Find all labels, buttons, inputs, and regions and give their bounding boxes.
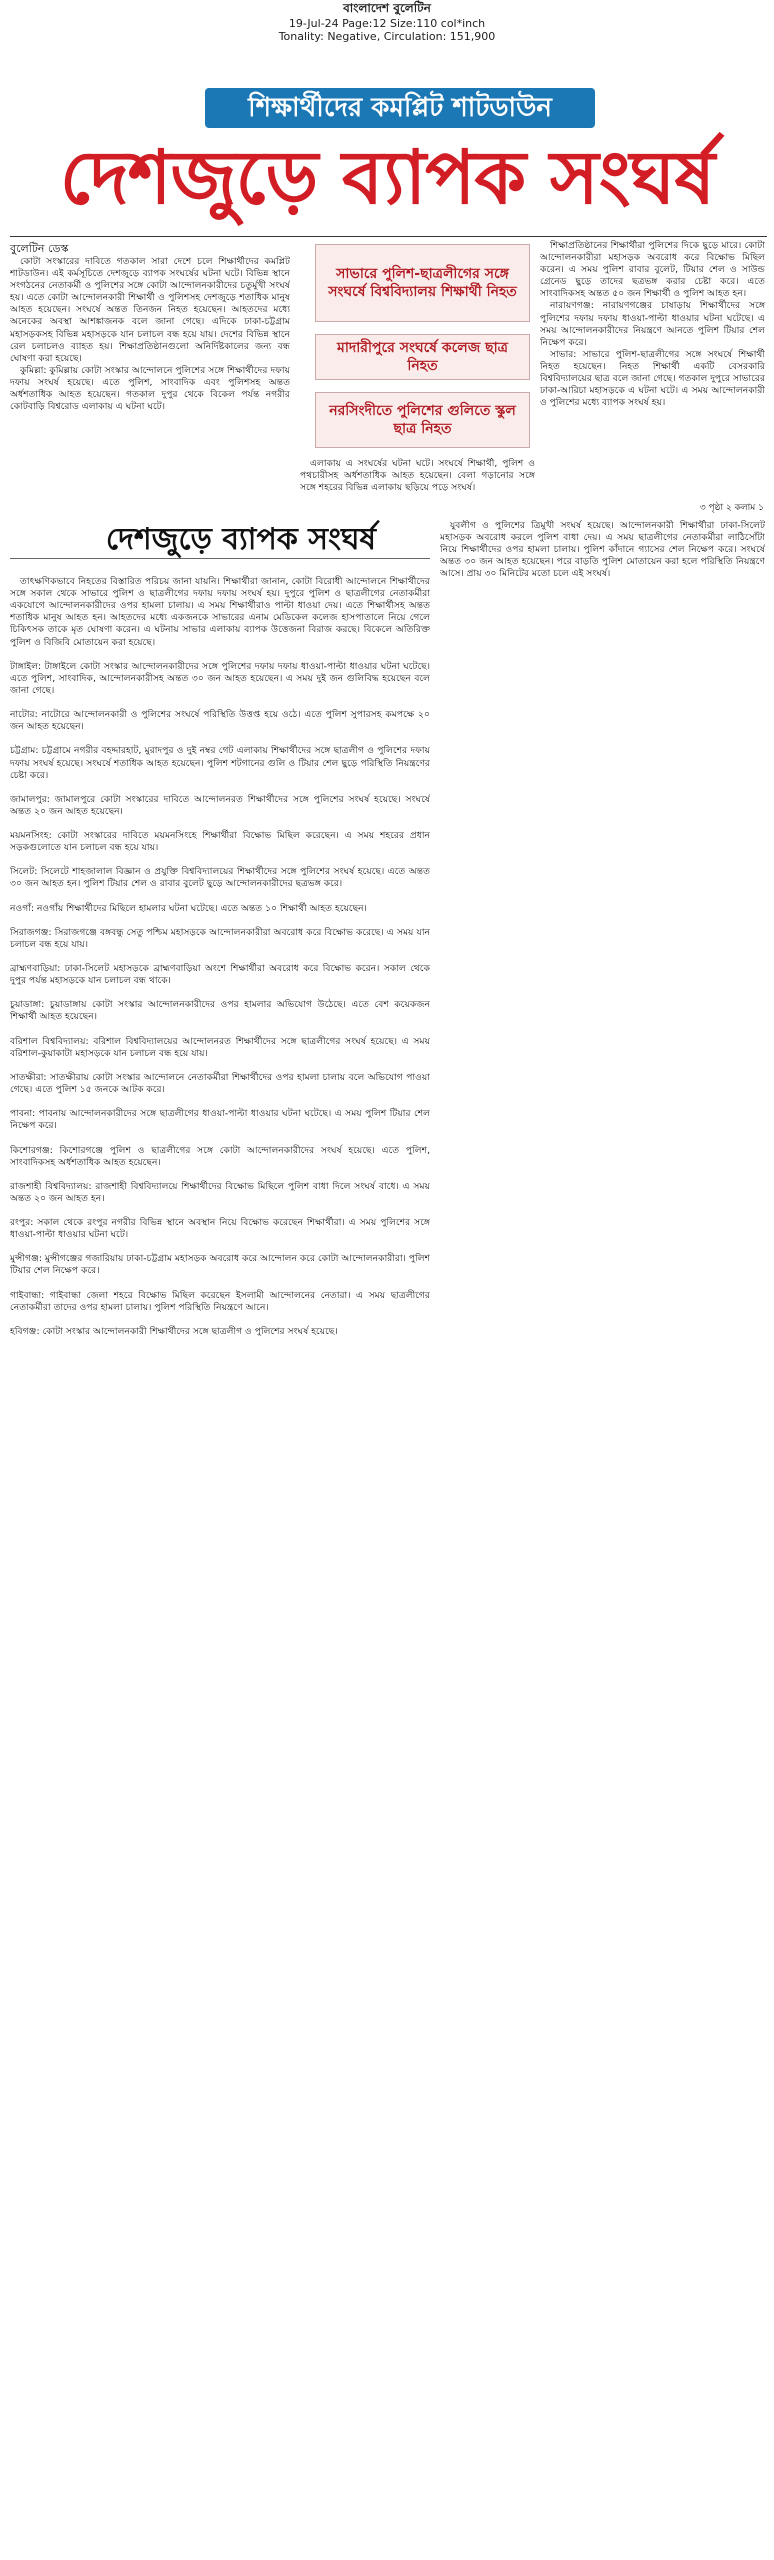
headline: দেশজুড়ে ব্যাপক সংঘর্ষ [59,135,715,221]
main-body-text: তাৎক্ষণিকভাবে নিহতের বিস্তারিত পরিচয় জানা যায়নি। শিক্ষার্থীরা জানান, কোটা বিরোধী আন্দোলনে শিক্ষার্থীদের সঙ্গে সকাল থেকে সাভারে পুলিশ ও ছাত্রলীগের দফায় দফায় সংঘর্ষ হয়। দুপুরে পুলিশ ও ছাত্রলীগের নেতাকর্মীরা একযোগে আন্দোলনকারীদের ওপর হামলা চালায়। এ সময় শিক্ষার্থীরাও পাল্টা ধাওয়া দেয়। এতে শিক্ষার্থীসহ অন্তত শতাধিক মানুষ আহত হন। আহতদের মধ্যে একজনকে সাভারের এনাম মেডিকেল কলেজ হাসপাতালে নিয়ে গেলে চিকিৎসক তাকে মৃত ঘোষণা করেন। এ ঘটনায় সাভার এলাকায় ব্যাপক উত্তেজনা বিরাজ করছে। বিকেলে অতিরিক্ত পুলিশ ও বিজিবি মোতায়েন করা হয়েছে। টাঙ্গাইল: টাঙ্গাইলে কোটা সংস্কার আন্দোলনকারীদের সঙ্গে পুলিশের দফায় দফায় ধাওয়া-পাল্টা ধাওয়ার ঘটনা ঘটেছে। এতে পুলিশ, সাংবাদিক, আন্দোলনকারীসহ অন্তত ৩০ জন আহত হয়েছেন। এ সময় দুই জন গুলিবিদ্ধ হয়েছেন বলে জানা গেছে। নাটোর: নাটোরে আন্দোলনকারী ও পুলিশের সংঘর্ষে পরিস্থিতি উত্তপ্ত হয়ে ওঠে। এতে পুলিশ সুপারসহ কমপক্ষে ২০ জন আহত হয়েছেন। চট্টগ্রাম: চট্টগ্রামে নগরীর বহদ্দারহাট, মুরাদপুর ও দুই নম্বর গেট এলাকায় শিক্ষার্থীদের সঙ্গে ছাত্রলীগ ও পুলিশের দফায় দফায় সংঘর্ষ হয়েছে। সংঘর্ষে শতাধিক আহত হয়েছেন। পুলিশ শটগানের গুলি ও টিয়ার শেল ছুড়ে পরিস্থিতি নিয়ন্ত্রণের চেষ্টা করে। জামালপুর: জামালপুরে কোটা সংস্কারের দাবিতে আন্দোলনরত শিক্ষার্থীদের সঙ্গে পুলিশের সংঘর্ষ হয়েছে। সংঘর্ষে অন্তত ২০ জন আহত হয়েছেন। ময়মনসিংহ: কোটা সংস্কারের দাবিতে ময়মনসিংহে শিক্ষার্থীরা বিক্ষোভ মিছিল করেছেন। এ সময় শহরের প্রধান সড়কগুলোতে যান চলাচল বন্ধ হয়ে যায়। সিলেট: সিলেটে শাহজালাল বিজ্ঞান ও প্রযুক্তি বিশ্ববিদ্যালয়ের শিক্ষার্থীদের সঙ্গে পুলিশের সংঘর্ষ হয়েছে। এতে অন্তত ৩০ জন আহত হন। পুলিশ টিয়ার শেল ও রাবার বুলেট ছুড়ে আন্দোলনকারীদের ছত্রভঙ্গ করে। নওগাঁ: নওগাঁয় শিক্ষার্থীদের মিছিলে হামলার ঘটনা ঘটেছে। এতে অন্তত ১০ শিক্ষার্থী আহত হয়েছেন। সিরাজগঞ্জ: সিরাজগঞ্জে বঙ্গবন্ধু সেতু পশ্চিম মহাসড়কে আন্দোলনকারীরা অবরোধ করে বিক্ষোভ করেছে। এ সময় যান চলাচল বন্ধ হয়ে যায়। ব্রাহ্মণবাড়িয়া: ঢাকা-সিলেট মহাসড়কে ব্রাহ্মণবাড়িয়া অংশে শিক্ষার্থীরা অবরোধ করে বিক্ষোভ করেন। সকাল থেকে দুপুর পর্যন্ত মহাসড়কে যান চলাচল বন্ধ থাকে। চুয়াডাঙ্গা: চুয়াডাঙ্গায় কোটা সংস্কার আন্দোলনকারীদের ওপর হামলার অভিযোগ উঠেছে। এতে বেশ কয়েকজন শিক্ষার্থী আহত হয়েছেন। বরিশাল বিশ্ববিদ্যালয়: বরিশাল বিশ্ববিদ্যালয়ের আন্দোলনরত শিক্ষার্থীদের সঙ্গে ছাত্রলীগের সংঘর্ষ হয়েছে। এ সময় বরিশাল-কুয়াকাটা মহাসড়কে যান চলাচল বন্ধ হয়ে যায়। সাতক্ষীরা: সাতক্ষীরায় কোটা সংস্কার আন্দোলনে নেতাকর্মীরা শিক্ষার্থীদের ওপর হামলা চালায় বলে অভিযোগ পাওয়া গেছে। এতে পুলিশ ১৫ জনকে আটক করে। পাবনা: পাবনায় আন্দোলনকারীদের সঙ্গে ছাত্রলীগের ধাওয়া-পাল্টা ধাওয়ার ঘটনা ঘটেছে। এ সময় পুলিশ টিয়ার শেল নিক্ষেপ করে। কিশোরগঞ্জ: কিশোরগঞ্জে পুলিশ ও ছাত্রলীগের সঙ্গে কোটা আন্দোলনকারীদের সংঘর্ষ হয়েছে। এতে পুলিশ, সাংবাদিকসহ অর্ধশতাধিক আহত হয়েছেন। রাজশাহী বিশ্ববিদ্যালয়: রাজশাহী বিশ্ববিদ্যালয়ে শিক্ষার্থীদের বিক্ষোভ মিছিলে পুলিশ বাধা দিলে সংঘর্ষ বাধে। এ সময় অন্তত ২০ জন আহত হন। রংপুর: সকাল থেকে রংপুর নগরীর বিভিন্ন স্থানে অবস্থান নিয়ে বিক্ষোভ করেছেন শিক্ষার্থীরা। এ সময় পুলিশের সঙ্গে ধাওয়া-পাল্টা ধাওয়ার ঘটনা ঘটে। মুন্সীগঞ্জ: মুন্সীগঞ্জের গজারিয়ায় ঢাকা-চট্টগ্রাম মহাসড়ক অবরোধ করে আন্দোলন করে কোটা আন্দোলনকারীরা। পুলিশ টিয়ার শেল নিক্ষেপ করে। গাইবান্ধা: গাইবান্ধা জেলা শহরে বিক্ষোভ মিছিল করেছেন ইসলামী আন্দোলনের নেতারা। এ সময় ছাত্রলীগের নেতাকর্মীরা তাদের ওপর হামলা চালায়। পুলিশ পরিস্থিতি নিয়ন্ত্রণে আনে। হবিগঞ্জ: কোটা সংস্কার আন্দোলনকারী শিক্ষার্থীদের সঙ্গে ছাত্রলীগ ও পুলিশের সংঘর্ষ হয়েছে। [10,576,430,1337]
clip-meta-line-2: Tonality: Negative, Circulation: 151,900 [278,30,496,43]
sub-headline-2: মাদারীপুরে সংঘর্ষে কলেজ ছাত্র নিহত [315,334,530,380]
main-body [10,564,430,2544]
newspaper-name: বাংলাদেশ বুলেটিন [343,1,431,15]
section-rule [10,558,430,559]
top-rule [10,236,767,237]
byline: বুলেটিন ডেস্ক [10,242,69,255]
sub-headline-1: সাভারে পুলিশ-ছাত্রলীগের সঙ্গে সংঘর্ষে বিশ্ববিদ্যালয় শিক্ষার্থী নিহত [315,244,530,322]
narayanganj-paragraph: নারায়ণগঞ্জ: নারায়ণগঞ্জের চাষাড়ায় শিক্ষার্থীদের সঙ্গে পুলিশের দফায় দফায় ধাওয়া-পাল্টা ধাওয়ার ঘটনা ঘটেছে। এ সময় আন্দোলনকারীদের নিয়ন্ত্রণে আনতে পুলিশ টিয়ার শেল নিক্ষেপ করে। [540,300,765,348]
section-heading: দেশজুড়ে ব্যাপক সংঘর্ষ [105,522,377,557]
kicker-banner: শিক্ষার্থীদের কমপ্লিট শাটডাউন [205,88,595,128]
clip-meta-line-1: 19-Jul-24 Page:12 Size:110 col*inch [288,17,486,30]
column-4 [440,520,765,720]
lead-paragraph: কোটা সংস্কারের দাবিতে গতকাল সারা দেশে চলে শিক্ষার্থীদের কমপ্লিট শাটডাউন। এই কর্মসূচিতে দেশজুড়ে ব্যাপক সংঘর্ষের ঘটনা ঘটে। বিভিন্ন স্থানে সংগঠনের নেতাকর্মী ও পুলিশের সঙ্গে কোটা আন্দোলনকারীদের চতুর্মুখী সংঘর্ষ হয়। এতে কোটা আন্দোলনকারী শিক্ষার্থী ও পুলিশসহ দেশজুড়ে শতাধিক মানুষ আহত হয়েছেন। সংঘর্ষে অন্তত তিনজন নিহত হয়েছেন। আহতদের মধ্যে অনেকের অবস্থা আশঙ্কাজনক বলে জানা গেছে। এদিকে ঢাকা-চট্টগ্রাম মহাসড়কসহ বিভিন্ন মহাসড়কে যান চলাচল বন্ধ হয়ে যায়। দেশের বিভিন্ন স্থানে রেল চলাচলও ব্যাহত হয়। শিক্ষাপ্রতিষ্ঠানগুলো অনির্দিষ্টকালের জন্য বন্ধ ঘোষণা করা হয়েছে। [10,256,290,364]
column-4-text: যুবলীগ ও পুলিশের ত্রিমুখী সংঘর্ষ হয়েছে। আন্দোলনকারী শিক্ষার্থীরা ঢাকা-সিলেট মহাসড়ক অবরোধ করলে পুলিশ বাধা দেয়। এ সময় ছাত্রলীগের নেতাকর্মীরা লাঠিসোঁটা নিয়ে শিক্ষার্থীদের ওপর হামলা চালায়। পুলিশ কাঁদানে গ্যাসের শেল নিক্ষেপ করে। সংঘর্ষে অন্তত ৩০ জন আহত হয়েছেন। পরে বাড়তি পুলিশ মোতায়েন করা হলে পরিস্থিতি নিয়ন্ত্রণে আসে। প্রায় ৩০ মিনিটের মতো চলে এই সংঘর্ষ। [440,520,765,580]
kumilla-paragraph: কুমিল্লা: কুমিল্লায় কোটা সংস্কার আন্দোলনে পুলিশের সঙ্গে শিক্ষার্থীদের দফায় দফায় সংঘর্ষ হয়েছে। এতে পুলিশ, সাংবাদিক এবং পুলিশসহ অন্তত অর্ধশতাধিক আহত হয়েছেন। গতকাল দুপুর থেকে বিকেল পর্যন্ত নগরীর কোটবাড়ি বিশ্বরোড এলাকায় এ ঘটনা ঘটে। [10,364,290,413]
column-2 [540,240,765,510]
column-1 [10,256,290,516]
column-3-text: এলাকায় এ সংঘর্ষের ঘটনা ঘটে। সংঘর্ষে শিক্ষার্থী, পুলিশ ও পথচারীসহ অর্ধশতাধিক আহত হয়েছেন। বেলা গড়ানোর সঙ্গে সঙ্গে শহরের বিভিন্ন এলাকায় ছড়িয়ে পড়ে সংঘর্ষ। [300,458,535,494]
sub-headline-3: নরসিংদীতে পুলিশের গুলিতে স্কুল ছাত্র নিহত [315,392,530,448]
col2-top-paragraph: শিক্ষাপ্রতিষ্ঠানের শিক্ষার্থীরা পুলিশের দিকে ছুড়ে মারে। কোটা আন্দোলনকারীরা মহাসড়ক অবরোধ করে বিক্ষোভ মিছিল করেন। এ সময় পুলিশ রাবার বুলেট, টিয়ার শেল ও সাউন্ড গ্রেনেড ছুড়ে তাদের ছত্রভঙ্গ করার চেষ্টা করে। এতে সাংবাদিকসহ অন্তত ৫০ জন শিক্ষার্থী ও পুলিশ আহত হন। [540,240,765,300]
savar-paragraph: সাভার: সাভারে পুলিশ-ছাত্রলীগের সঙ্গে সংঘর্ষে শিক্ষার্থী নিহত হয়েছেন। নিহত শিক্ষার্থী একটি বেসরকারি বিশ্ববিদ্যালয়ের ছাত্র বলে জানা গেছে। গতকাল দুপুরে সাভারের ঢাকা-আরিচা মহাসড়কে এ ঘটনা ঘটে। এ সময় আন্দোলনকারী ও পুলিশের মধ্যে ব্যাপক সংঘর্ষ হয়। [540,348,765,409]
column-3-snippet [300,458,535,508]
continued-note: ৩ পৃষ্ঠা ২ কলাম ১ [699,503,764,513]
